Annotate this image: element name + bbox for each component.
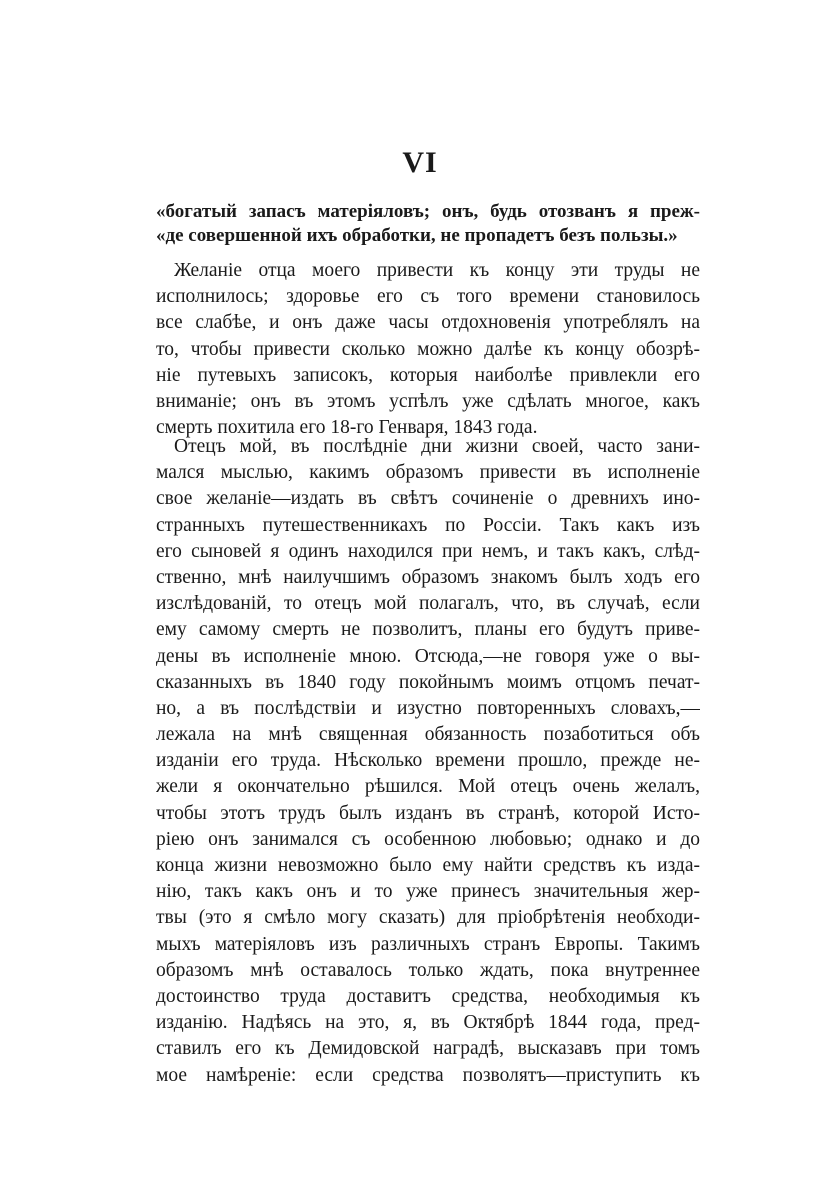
text-line: ставилъ его къ Демидовской наградѣ, высказавъ при томъ	[156, 1038, 700, 1060]
text-line: образомъ мнѣ оставалось только ждать, пока внутреннее	[156, 959, 700, 981]
text-line: его сыновей я одинъ находился при немъ, и такъ какъ, слѣд-	[156, 540, 700, 562]
text-line: лежала на мнѣ священная обязанность позаботиться объ	[156, 724, 700, 746]
text-line: сказанныхъ въ 1840 году покойнымъ моимъ отцомъ печат-	[156, 671, 700, 693]
text-line: Желаніе отца моего привести къ концу эти труды не	[174, 260, 700, 281]
text-line: изданію. Надѣясь на это, я, въ Октябрѣ 1844 года, пред-	[156, 1012, 700, 1034]
text-line: мыхъ матеріяловъ изъ различныхъ странъ Европы. Такимъ	[156, 933, 700, 955]
quote-line: «де совершенной ихъ обработки, не пропадетъ безъ пользы.»	[156, 225, 678, 246]
text-line: изслѣдованій, то отецъ мой полагалъ, что, въ случаѣ, если	[156, 593, 700, 615]
text-line: исполнилось; здоровье его съ того времени становилось	[156, 286, 700, 308]
text-line: мое намѣреніе: если средства позволятъ—приступить къ	[156, 1064, 700, 1086]
page-number: VI	[402, 146, 438, 179]
text-line: вниманіе; онъ въ этомъ успѣлъ уже сдѣлать многое, какъ	[156, 390, 700, 412]
text-line: то, чтобы привести сколько можно далѣе къ концу обозрѣ-	[156, 338, 700, 360]
text-line: свое желаніе—издать въ свѣтъ сочиненіе о древнихъ ино-	[156, 488, 700, 510]
text-line: странныхъ путешественникахъ по Россіи. Такъ какъ изъ	[156, 514, 700, 536]
quote-line: «богатый запасъ матеріяловъ; онъ, будь отозванъ я преж-	[156, 201, 700, 222]
text-line: нію, такъ какъ онъ и то уже принесъ значительныя жер-	[156, 881, 700, 903]
text-line: смерть похитила его 18-го Генваря, 1843 года.	[156, 417, 538, 439]
text-line: изданіи его труда. Нѣсколько времени прошло, прежде не-	[156, 750, 700, 772]
text-line: но, а въ послѣдствіи и изустно повторенныхъ словахъ,—	[156, 697, 700, 719]
text-line: мался мыслью, какимъ образомъ привести въ исполненіе	[156, 462, 700, 484]
text-line: ріею онъ занимался съ особенною любовью; однако и до	[156, 828, 700, 850]
text-line: твы (это я смѣло могу сказать) для пріобрѣтенія необходи-	[156, 907, 700, 929]
text-line: конца жизни невозможно было ему найти средствъ къ изда-	[156, 855, 700, 876]
text-line: Отецъ мой, въ послѣдніе дни жизни своей, часто зани-	[174, 436, 700, 457]
text-line: ему самому смерть не позволитъ, планы его будутъ приве-	[156, 619, 700, 641]
paragraph-2	[156, 434, 700, 1089]
text-line: ніе путевыхъ записокъ, которыя наиболѣе привлекли его	[156, 364, 700, 386]
text-line: все слабѣе, и онъ даже часы отдохновенія употреблялъ на	[156, 312, 700, 334]
text-line: жели я окончательно рѣшился. Мой отецъ очень желалъ,	[156, 776, 700, 798]
text-line: ственно, мнѣ наилучшимъ образомъ знакомъ былъ ходъ его	[156, 566, 700, 588]
text-line: чтобы этотъ трудъ былъ изданъ въ странѣ, которой Исто-	[156, 802, 700, 824]
quote-block	[156, 200, 700, 248]
text-line: достоинство труда доставитъ средства, необходимыя къ	[156, 985, 700, 1007]
paragraph-1	[156, 258, 700, 441]
text-line: дены въ исполненіе мною. Отсюда,—не говоря уже о вы-	[156, 645, 700, 667]
